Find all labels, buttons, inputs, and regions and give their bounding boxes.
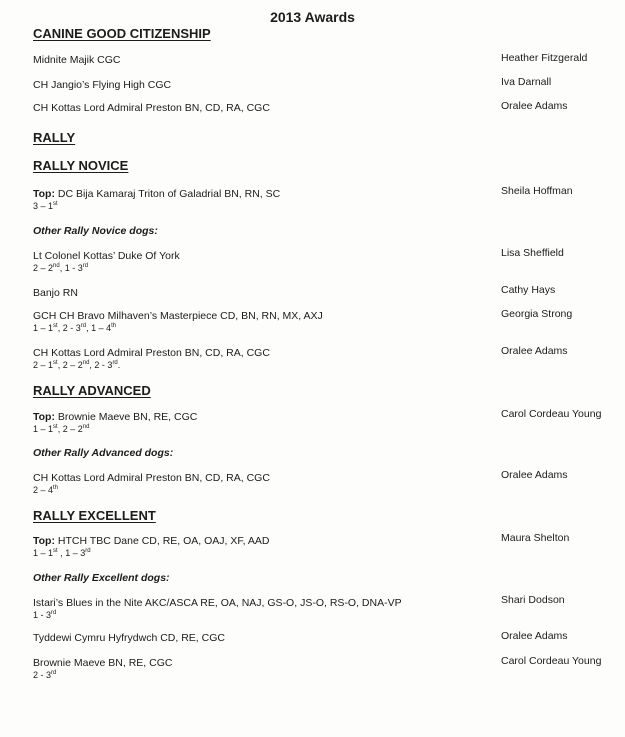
section-heading-rally: RALLY (33, 130, 76, 145)
placing-text: . (117, 360, 121, 370)
cgc-dog-2: CH Jangio’s Flying High CGC (33, 79, 172, 91)
placing-text: 1 - 3 (33, 610, 52, 620)
advanced-other-dog-1: CH Kottas Lord Admiral Preston BN, CD, RA, CGC (33, 472, 270, 484)
excellent-other-placings-3 (33, 670, 56, 680)
placing-text: 3 – 1 (33, 201, 54, 211)
placing-ordinal-suffix: th (53, 485, 59, 491)
excellent-other-owner-2: Oralee Adams (501, 630, 568, 642)
excellent-other-owner-3: Carol Cordeau Young (501, 655, 602, 667)
novice-other-owner-1: Lisa Sheffield (501, 247, 564, 259)
section-heading-rally-advanced: RALLY ADVANCED (33, 383, 151, 398)
novice-other-dog-2: Banjo RN (33, 287, 78, 299)
placing-ordinal-suffix: st (53, 201, 58, 207)
placing-text: 1 – 1 (33, 424, 54, 434)
excellent-top-dog-name: HTCH TBC Dane CD, RE, OA, OAJ, XF, AAD (54, 535, 270, 547)
placing-text: , 1 - 3 (59, 263, 83, 273)
advanced-other-label: Other Rally Advanced dogs: (33, 447, 174, 459)
placing-text: 2 – 4 (33, 485, 54, 495)
section-heading-rally-excellent: RALLY EXCELLENT (33, 508, 156, 523)
cgc-owner-1: Heather Fitzgerald (501, 52, 588, 64)
placing-text: , 2 - 3 (57, 323, 81, 333)
excellent-top-dog (33, 535, 270, 547)
placing-ordinal-suffix: st (53, 548, 58, 554)
excellent-other-owner-1: Shari Dodson (501, 594, 565, 606)
placing-ordinal-suffix: rd (112, 360, 118, 366)
advanced-top-dog-name: Brownie Maeve BN, RE, CGC (54, 411, 198, 423)
placing-text: , 2 – 2 (57, 360, 83, 370)
cgc-owner-2: Iva Darnall (501, 76, 552, 88)
excellent-top-placings (33, 548, 91, 558)
advanced-top-dog (33, 411, 197, 423)
excellent-other-label: Other Rally Excellent dogs: (33, 572, 170, 584)
excellent-other-placings-1 (33, 610, 56, 620)
placing-text: 2 – 1 (33, 360, 54, 370)
novice-other-dog-1: Lt Colonel Kottas’ Duke Of York (33, 250, 180, 262)
placing-ordinal-suffix: nd (82, 360, 90, 366)
novice-other-owner-3: Georgia Strong (501, 308, 573, 320)
excellent-other-dog-3: Brownie Maeve BN, RE, CGC (33, 657, 173, 669)
top-label: Top: (33, 411, 55, 423)
advanced-other-owner-1: Oralee Adams (501, 469, 568, 481)
novice-top-dog-name: DC Bija Kamaraj Triton of Galadrial BN, RN, SC (54, 188, 281, 200)
placing-ordinal-suffix: st (53, 360, 58, 366)
advanced-top-owner: Carol Cordeau Young (501, 408, 602, 420)
placing-ordinal-suffix: st (53, 323, 58, 329)
placing-ordinal-suffix: nd (82, 424, 90, 430)
novice-other-placings-4 (33, 360, 120, 370)
placing-text: , 2 – 2 (57, 424, 83, 434)
placing-ordinal-suffix: rd (80, 323, 87, 329)
placing-ordinal-suffix: rd (85, 548, 91, 554)
page-title: 2013 Awards (270, 9, 355, 25)
placing-ordinal-suffix: st (53, 424, 58, 430)
advanced-other-placings-1 (33, 485, 58, 495)
novice-other-dog-4: CH Kottas Lord Admiral Preston BN, CD, RA, CGC (33, 347, 270, 359)
top-label: Top: (33, 535, 55, 547)
novice-top-placings (33, 201, 58, 211)
novice-top-owner: Sheila Hoffman (501, 185, 573, 197)
novice-other-dog-3: GCH CH Bravo Milhaven’s Masterpiece CD, BN, RN, MX, AXJ (33, 310, 323, 322)
novice-top-dog (33, 188, 280, 200)
placing-text: 1 – 1 (33, 323, 54, 333)
cgc-dog-3: CH Kottas Lord Admiral Preston BN, CD, RA, CGC (33, 102, 270, 114)
placing-text: , 2 - 3 (89, 360, 113, 370)
novice-other-label: Other Rally Novice dogs: (33, 225, 158, 237)
excellent-other-dog-2: Tyddewi Cymru Hyfrydwch CD, RE, CGC (33, 632, 225, 644)
top-label: Top: (33, 188, 55, 200)
placing-text: , 1 – 3 (57, 548, 86, 558)
cgc-owner-3: Oralee Adams (501, 100, 568, 112)
novice-other-placings-1 (33, 263, 88, 273)
section-heading-rally-novice: RALLY NOVICE (33, 158, 129, 173)
placing-text: 1 – 1 (33, 548, 54, 558)
placing-ordinal-suffix: rd (82, 263, 89, 269)
placing-ordinal-suffix: rd (51, 610, 57, 616)
novice-other-owner-4: Oralee Adams (501, 345, 568, 357)
placing-ordinal-suffix: rd (51, 670, 57, 676)
placing-text: , 1 – 4 (86, 323, 112, 333)
placing-ordinal-suffix: th (111, 323, 117, 329)
section-heading-cgc: CANINE GOOD CITIZENSHIP (33, 26, 211, 41)
advanced-top-placings (33, 424, 89, 434)
placing-text: 2 – 2 (33, 263, 54, 273)
excellent-top-owner: Maura Shelton (501, 532, 570, 544)
novice-other-owner-2: Cathy Hays (501, 284, 556, 296)
cgc-dog-1: Midnite Majik CGC (33, 54, 121, 66)
placing-text: 2 - 3 (33, 670, 52, 680)
novice-other-placings-3 (33, 323, 116, 333)
excellent-other-dog-1: Istari’s Blues in the Nite AKC/ASCA RE, OA, NAJ, GS-O, JS-O, RS-O, DNA-VP (33, 597, 402, 609)
placing-ordinal-suffix: nd (53, 263, 60, 269)
